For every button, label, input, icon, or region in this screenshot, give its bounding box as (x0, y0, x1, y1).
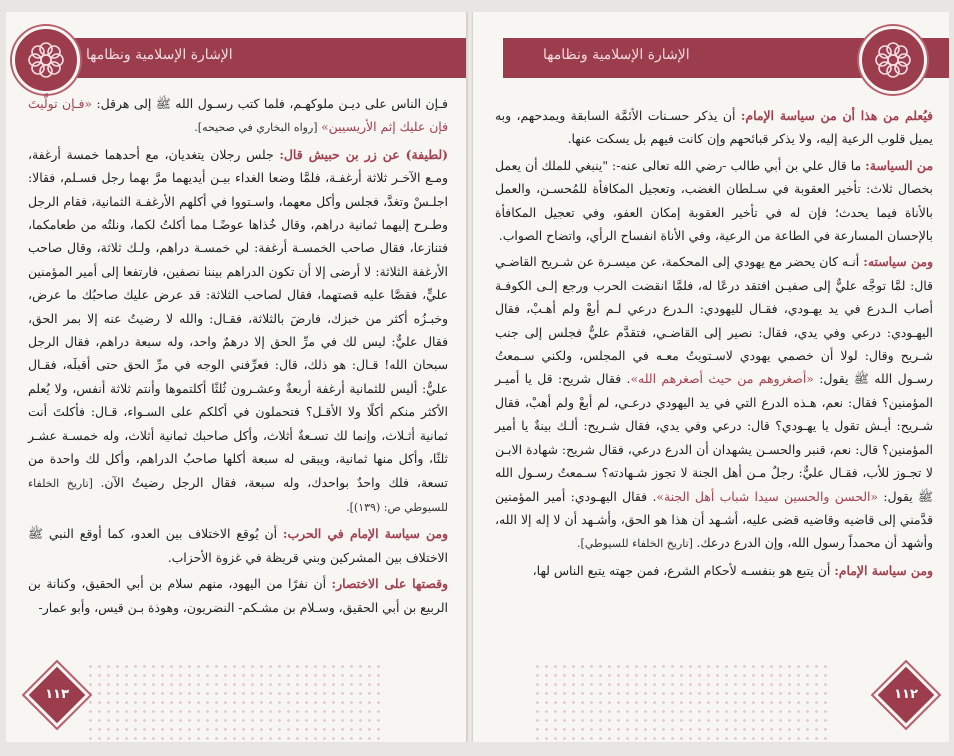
flower-medallion-icon (859, 26, 927, 94)
left-running-title: الإشارة الإسلامية ونظامها (86, 47, 233, 63)
paragraph (495, 559, 933, 582)
paragraph-text: أن يُوقع الاختلاف بين العدو، كما أوقع النبي ﷺ الاختلاف بين المشركين وبني قريظة في غزوة الأحزاب. (28, 526, 448, 565)
page-number: ١١٢ (894, 687, 918, 702)
citation: [رواه البخاري في صحيحه]. (194, 121, 322, 135)
paragraph-heading: ومن سياسته: (863, 254, 933, 270)
right-page (472, 12, 949, 742)
citation: [تاريخ الخلفاء للسيوطي ص: (١٣٩)]. (28, 476, 448, 514)
diamond-badge-icon (873, 662, 938, 727)
left-page-body (28, 92, 448, 622)
dot-pattern-decoration (533, 662, 833, 742)
paragraph-text: أنـه كان يحضر مع يهودي إلى المحكمة، عن ميسـرة عن شـريح القاضـي قال: لمَّا توجَّه عليٌّ إلى صفيـن افتقد درعًا له، فلمَّا انقضت الحرب ورجع إلـى الكوفـة أصاب الـدرع في يد يهـودي، فقـال لليهودي: الـدرع درعي لـم أبعْ ولم أهـبْ، فقال اليهـودي: درعي وفي يدي، فقال: نصير إلى القاضـي، فتقدَّم عليٌّ فجلس إلى جنب شـريح وقال: لولا أن خصمي يهودي لاسـتويتُ معـه في المجلس، ولكني سـمعتُ رسـول الله ﷺ يقول: (495, 254, 933, 387)
paragraph (495, 250, 933, 555)
paragraph-text: أن يذكر حسـنات الأئمَّة السابقة ويمدحهم، وبه يميل قلوب الرعية إليه، ولا يذكر قبائحهم وإن كانت فيهم بل يسكت عنها. (495, 108, 933, 147)
paragraph-heading: ومن سياسة الإمام: (834, 562, 933, 578)
paragraph-text: أن يتبع هو بنفسـه لأحكام الشرع، فمن جهته يتبع الناس لها، (532, 562, 835, 578)
dot-pattern-decoration (86, 662, 386, 742)
paragraph-heading: (لطيفة) عن زر بن حبيش قال: (279, 146, 448, 162)
paragraph-text: جلس رجلان يتغديان، مع أحدهما خمسة أرغفة، ومـع الآخـر ثلاثة أرغفـة، فلمَّا وضعا الغداء بيـن أيديهما مرَّ بهما رجل فسـلم، فقالا: اجلـسْ وتغدَّ، فجلس وأكل معهما، واسـتووا في أكلهم الأرغفـة الثمانية، فقام الرجل وطـرح إليهما ثمانية دراهم، وقال خُذاها عوضًـا مما أكلتُ لكما، ونلتُه من طعامكما، فتنازعا، فقال صاحب الخمسـة أرغفة: لي خمسـة دراهم، ولـك ثلاثة، وقال صاحب الأرغفة الثلاثة: لا أرضى إلا أن تكون الدراهم بيننا نصفين، فارتفعا إلى أمير المؤمنين عليٍّ، فقصَّا عليه قصتهما، فقال لصاحب الثلاثة: قد عرض عليك صاحبُك ما عرض، وخبـزُه أكثر من خبزك، فارضَ بالثلاثة، فقـال: والله لا رضيتُ عنه إلا بمر الحق، فقال عليٌّ: ليس لك في مرِّ الحق إلا درهمٌ واحد، وله سبعة دراهم، فقال الرجل سبحان الله! قـال: هو ذلك، قال: فعرِّفني الوجه في مرِّ الحق حتى أقبلَه، فقـال عليٌّ: أليس للثمانية أرغفة أربعةٌ وعشـرون ثُلثًا أكلتموها وأنتم ثلاثة أنفس، ولا يُعلم الأكثر منكم أكلًا ولا الأقـل؟ فتحملون في أكلكم على السـواء، قـال: فأكلتَ أنت ثمانية أثـلاث، وإنما لك تسـعةٌ أثلاث، وأكل صاحبك ثمانية أثلاث، وله خمسـة عشـر ثلثًا، وأكل منها ثمانية، ويبقى له سبعة أكلها صاحبُ الدراهم، وأكل لك واحدة من تسعة، فلك واحدٌ بواحدك، وله سبعة، فقال الرجل رضيتُ الآن. (28, 146, 448, 490)
diamond-badge-icon (24, 662, 89, 727)
right-running-title: الإشارة الإسلامية ونظامها (543, 47, 690, 63)
left-header-band (46, 38, 468, 78)
paragraph-heading: من السياسة: (865, 157, 933, 173)
left-page (6, 12, 469, 742)
paragraph (28, 143, 448, 520)
paragraph-text: ما قال علي بن أبي طالب -رضي الله تعالى عنه-: "ينبغي للملك أن يعمل بخصال ثلاث: تأخير العقوبة في سـلطان الغضب، وتعجيل المكافأة للمُحسـن، والعمل بالأناة فيما يحدث؛ فإن له في تأخير العقوبة إمكان العفو، وفي تعجيل المكافأة بالإحسان المسارعة في الطاعة من الرعية، وفي الأناة انفساح الرأي، واتضاح الصواب. (495, 157, 933, 244)
paragraph-text: . فقال شريح: قل يا أميـر المؤمنين؟ فقال: نعم، هـذه الدرع التي في يد اليهودي درعـي، لم أبعْ ولم أهبْ، فقال شـريح: أيـش تقول يا يهـودي؟ قال: درعي وفي يدي، فقال شـريح: ألـك بينةٌ يا أمير المؤمنين؟ قال: نعم، قنبر والحسـن يشهدان أن الدرع درعي، فقال شريح: شهادة الابـن لا تجـوز للأب، فقـال عليٌّ: رجلٌ مـن أهل الجنة لا تجوز شـهادته؟ سـمعتُ رسـول الله ﷺ يقول: (495, 371, 933, 504)
paragraph (28, 572, 448, 619)
hadith-quote: «الحسن والحسين سيدا شباب أهل الجنة» (656, 488, 879, 504)
paragraph-heading: فيُعلم من هذا أن من سياسة الإمام: (740, 108, 933, 123)
paragraph-heading: ومن سياسة الإمام في الحرب: (282, 526, 448, 542)
citation: [تاريخ الخلفاء للسيوطي]. (577, 537, 697, 551)
paragraph (495, 154, 933, 248)
paragraph-text: فـإن الناس على ديـن ملوكهـم، فلما كتب رسـول الله ﷺ إلى هرقل: (92, 96, 448, 111)
paragraph-text: . فقال اليهـودي: أمير المؤمنين قدَّمني إلى قاضيه وقاضيه قضى عليه، أشـهد أن هذا هو الحق، وأشـهد أن لا إله إلا الله، وأشهد أن محمداً رسول الله، وإن الدرع درعك. (495, 488, 933, 551)
paragraph (28, 92, 448, 140)
paragraph-heading: وقصتها على الاختصار: (331, 576, 448, 592)
hadith-quote: «فـإن تولَّيتَ فإن عليك إثم الأريسيين» (28, 96, 448, 135)
page-number: ١١٣ (45, 687, 69, 702)
paragraph-text: أن نفرًا من اليهود، منهم سلام بن أبي الحقيق، وكنانة بن الربيع بن أبي الحقيق، وسـلام بن مشـكم- النضريون، وهوذة بـن قيس، وأبو عمار- (28, 576, 448, 615)
right-page-body (495, 104, 933, 585)
paragraph (28, 522, 448, 569)
paragraph (495, 104, 933, 151)
hadith-quote: «أصغروهم من حيث أصغرهم الله» (630, 371, 814, 387)
flower-medallion-icon (12, 26, 80, 94)
